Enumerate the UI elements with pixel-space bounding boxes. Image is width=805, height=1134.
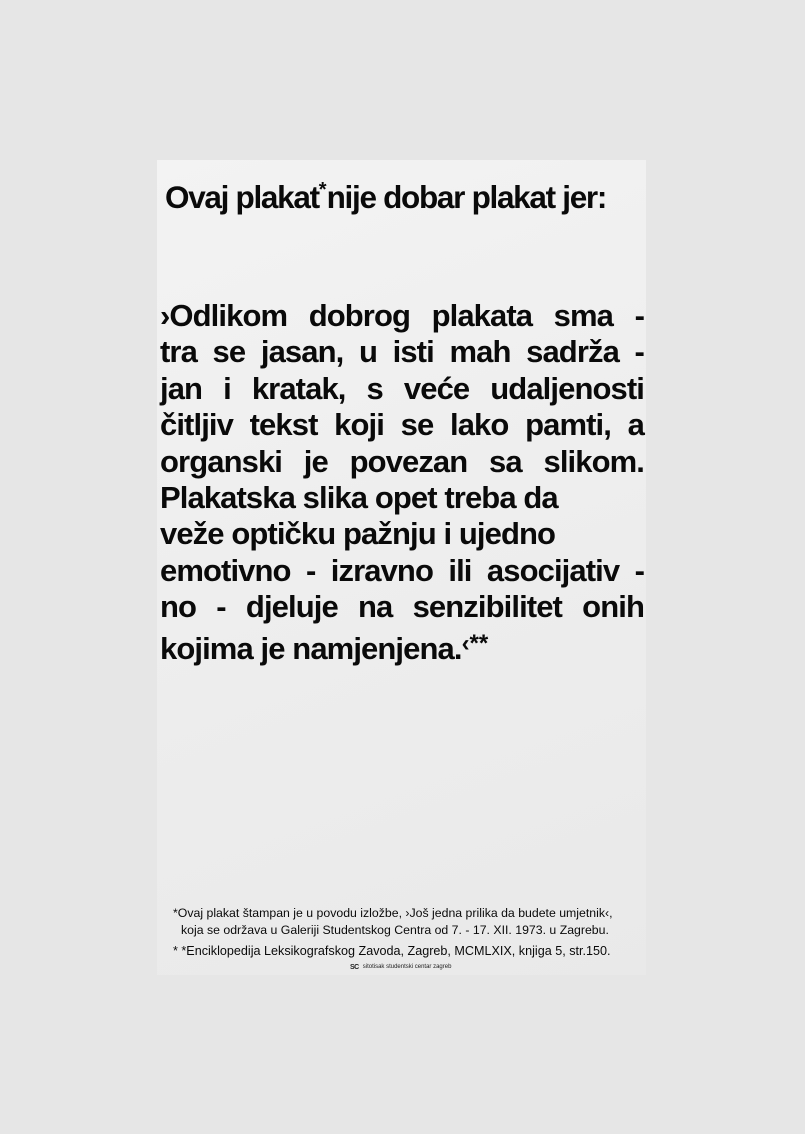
sc-logo-icon: SC [350,963,359,971]
headline-footnote-mark: * [318,179,327,201]
quote-line: tra se jasan, u isti mah sadrža - [160,334,644,370]
quote-line: ›Odlikom dobrog plakata sma - [160,298,644,333]
poster-headline [165,172,645,215]
quote-last-line-text: kojima je namjenjena. [160,630,462,666]
imprint-text: sitotisak studentski centar zagreb [362,964,452,970]
quote-line: Plakatska slika opet treba da [160,480,558,516]
footnote-1-line-2: koja se održava u Galeriji Studentskog Centra od 7. - 17. XII. 1973. u Zagrebu. [181,922,609,937]
footnote-2: * *Enciklopedija Leksikografskog Zavoda, Zagreb, MCMLXIX, knjiga 5, str.150. [173,944,611,958]
quote-line: organski je povezan sa slikom. [160,443,644,479]
quote-line: no - djeluje na senzibilitet onih [160,589,644,625]
headline-text-after: nije dobar plakat jer: [326,179,607,215]
quote-line: emotivno - izravno ili asocijativ - [160,552,644,588]
headline-text-before: Ovaj plakat [165,179,319,215]
poster [157,160,646,975]
quote-last-line [160,626,644,667]
footnote-1-line-1: *Ovaj plakat štampan je u povodu izložbe, ›Još jedna prilika da budete umjetnik‹, [173,906,613,920]
printer-imprint [350,962,451,972]
quote-close-mark: ‹** [461,629,489,657]
footnotes [173,905,633,960]
quote-line: jan i kratak, s veće udaljenosti [160,370,644,406]
encyclopedia-quote [160,298,644,667]
quote-line: čitljiv tekst koji se lako pamti, a [160,407,644,443]
quote-line: veže optičku pažnju i ujedno [160,516,556,552]
